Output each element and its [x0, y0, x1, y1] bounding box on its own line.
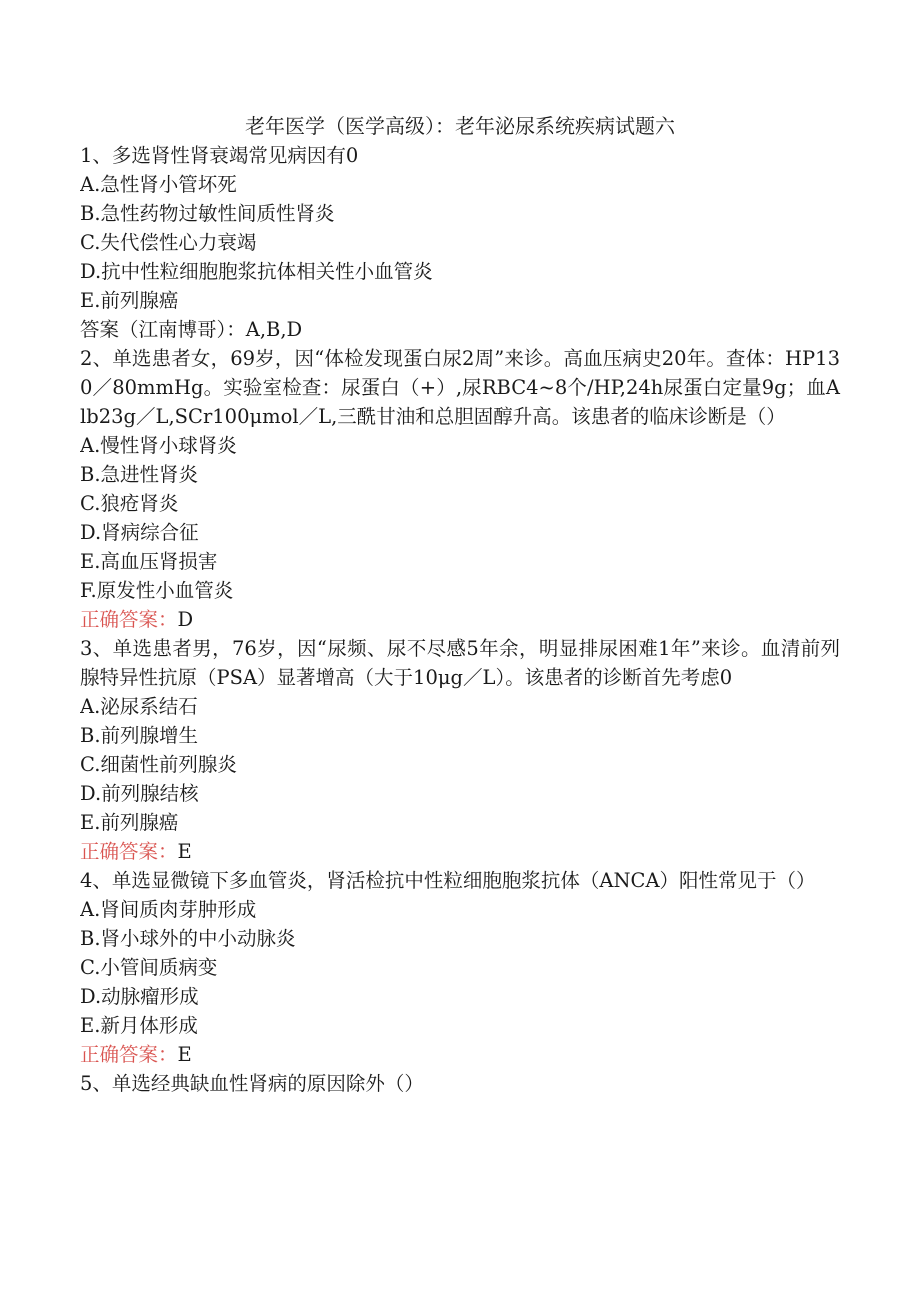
option-d: D.肾病综合征	[80, 521, 199, 544]
answer-value: E	[177, 840, 192, 863]
option-e: E.高血压肾损害	[80, 550, 218, 573]
option-e: E.前列腺癌	[80, 289, 179, 312]
answer-value: E	[177, 1043, 192, 1066]
option-b: B.急性药物过敏性间质性肾炎	[80, 202, 335, 225]
question-list	[80, 141, 840, 1098]
question-stem: 5、单选经典缺血性肾病的原因除外（）	[80, 1072, 424, 1095]
option-e: E.前列腺癌	[80, 811, 179, 834]
option-a: A.急性肾小管坏死	[80, 173, 237, 196]
answer-line	[80, 837, 840, 866]
option-e: E.新月体形成	[80, 1014, 198, 1037]
question-4	[80, 866, 840, 1069]
option-a: A.泌尿系结石	[80, 695, 198, 718]
option-a: A.肾间质肉芽肿形成	[80, 898, 257, 921]
answer-label: 正确答案：	[80, 1043, 178, 1066]
question-stem: 3、单选患者男，76岁，因“尿频、尿不尽感5年余，明显排尿困难1年”来诊。血清前列腺特异性抗原（PSA）显著增高（大于10μg／L）。该患者的诊断首先考虑0	[80, 637, 840, 689]
option-d: D.抗中性粒细胞胞浆抗体相关性小血管炎	[80, 260, 433, 283]
option-b: B.前列腺增生	[80, 724, 199, 747]
question-stem: 2、单选患者女，69岁，因“体检发现蛋白尿2周”来诊。高血压病史20年。查体：HP130／80mmHg。实验室检查：尿蛋白（+）,尿RBC4~8个/HP,24h尿蛋白定量9g；血Alb23g／L,SCr100μmol／L,三酰甘油和总胆固醇升高。该患者的临床诊断是（）	[80, 347, 840, 428]
question-stem: 4、单选显微镜下多血管炎，肾活检抗中性粒细胞胞浆抗体（ANCA）阳性常见于（）	[80, 869, 816, 892]
answer-value: D	[177, 608, 194, 631]
answer-label: 正确答案：	[80, 840, 178, 863]
document-title: 老年医学（医学高级）：老年泌尿系统疾病试题六	[245, 114, 675, 138]
option-a: A.慢性肾小球肾炎	[80, 434, 237, 457]
answer-line: 答案（江南博哥）：A,B,D	[80, 318, 303, 341]
answer-line	[80, 1040, 840, 1069]
option-c: C.细菌性前列腺炎	[80, 753, 237, 776]
question-3	[80, 634, 840, 866]
option-c: C.狼疮肾炎	[80, 492, 179, 515]
option-b: B.急进性肾炎	[80, 463, 199, 486]
option-d: D.前列腺结核	[80, 782, 199, 805]
question-1	[80, 141, 840, 344]
option-c: C.小管间质病变	[80, 956, 218, 979]
question-stem: 1、多选肾性肾衰竭常见病因有0	[80, 144, 359, 167]
option-c: C.失代偿性心力衰竭	[80, 231, 257, 254]
answer-line	[80, 605, 840, 634]
option-f: F.原发性小血管炎	[80, 579, 234, 602]
option-b: B.肾小球外的中小动脉炎	[80, 927, 296, 950]
question-2	[80, 344, 840, 634]
answer-label: 正确答案：	[80, 608, 178, 631]
option-d: D.动脉瘤形成	[80, 985, 199, 1008]
question-5	[80, 1069, 840, 1098]
